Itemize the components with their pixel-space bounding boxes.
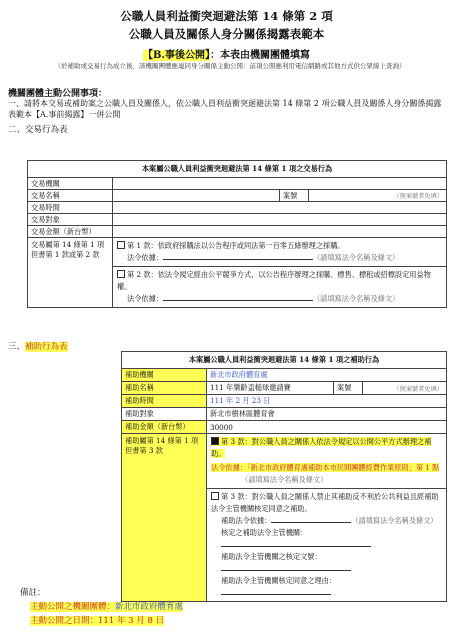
remark-date-value: 111 年 3 月 8 日 [98, 616, 165, 626]
value-target[interactable] [113, 214, 447, 226]
b-authority-label: 核定之補助法令主管機關： [221, 528, 308, 537]
opt3-law-value: 「新北市政府體育處補助本市民間團體經費作業原則」第 1 點 [246, 463, 440, 472]
opt2-text: 第 2 款：依法令規定經由公平競爭方式，以公告程序辦理之採購、標售、標租或招標設定用益物權。 [117, 270, 431, 291]
value-sub-agency[interactable]: 新北市政府體育處 [207, 369, 447, 382]
subsidy-table [121, 351, 447, 602]
b-law-label: 補助法令依據： [221, 516, 272, 525]
label-amount: 交易金額（新台幣） [28, 226, 113, 238]
subsidy-caption: 本案屬公職人員利益衝突迴避法第 14 條第 1 項之補助行為 [122, 352, 447, 369]
b-doc-label: 補助法令主管機關之核定文號： [221, 552, 322, 561]
opt3-law-hint: （請填寫法令名稱及條文） [241, 475, 328, 484]
label-sub-exception: 補助屬第 14 條第 1 項但書第 3 款 [122, 434, 207, 602]
value-name[interactable] [113, 190, 280, 202]
label-sub-case-no: 案號 [334, 382, 363, 395]
opt3-law-label: 法令依據： [211, 463, 247, 472]
label-sub-target: 補助對象 [122, 408, 207, 421]
opt3b-text: 第 3 款：對公職人員之關係人禁止其補助反不利於公共利益且經補助法令主管機關核定同意之補助。 [211, 492, 439, 513]
opt3-text: 第 3 款：對公職人員之關係人依法令規定以公開公平方式辦理之補助。 [211, 437, 432, 458]
sub-exception-options [207, 434, 447, 602]
remarks-label: 備註： [20, 588, 46, 598]
note: （於補助或交易行為成立後，該機關團體應連同身分關係主動公開：前項公開應利用電信網路或其他方式供公眾線上查詢） [54, 62, 406, 70]
label-name: 交易名稱 [28, 190, 113, 202]
title-line-1: 公職人員利益衝突迴避法第 14 條第 2 項 [120, 9, 333, 23]
sub-case-no-hint[interactable]: （無案號者免填） [363, 382, 447, 395]
transaction-table [27, 160, 447, 308]
label-sub-amount: 補助金額（新台幣） [122, 421, 207, 434]
heading: 機關團體主動公開事項： [8, 89, 108, 99]
case-no-hint[interactable]: （無案號者免填） [309, 190, 447, 202]
value-amount[interactable] [113, 226, 447, 238]
subtitle-rest: ：本表由機關團體填寫 [209, 50, 310, 61]
label-sub-name: 補助名稱 [122, 382, 207, 395]
value-sub-target[interactable]: 新北市樹林區體育會 [207, 408, 447, 421]
subtitle-tag: 【B.事後公開】 [143, 50, 210, 61]
transaction-caption: 本案屬公職人員利益衝突迴避法第 14 條第 1 項之交易行為 [28, 161, 447, 178]
section-3-title: 三、補助行為表 [8, 342, 68, 352]
checkbox-opt1[interactable] [117, 241, 125, 249]
opt2-law-label: 法令依據： [127, 294, 163, 303]
checkbox-opt3-checked[interactable] [211, 437, 219, 445]
section-3-label: 補助行為表 [25, 342, 68, 352]
label-case-no: 案號 [280, 190, 309, 202]
value-agency[interactable] [113, 178, 447, 190]
checkbox-opt2[interactable] [117, 270, 125, 278]
value-time[interactable] [113, 202, 447, 214]
opt2-law-hint: （請填寫法令名稱及條文） [312, 294, 400, 303]
label-target: 交易對象 [28, 214, 113, 226]
subtitle [0, 46, 453, 61]
value-sub-name[interactable]: 111 年樂齡盃槌球邀請賽 [207, 382, 334, 395]
opt1-law-hint: （請填寫法令名稱及條文） [312, 253, 400, 262]
remark-date: 主動公開之日期：111 年 3 月 8 日 [30, 616, 165, 626]
title-line-2: 公職人員及關係人身分關係揭露表範本 [128, 27, 325, 41]
label-agency: 交易機關 [28, 178, 113, 190]
remark-agency-value: 新北市政府體育處 [115, 602, 184, 612]
label-time: 交易時間 [28, 202, 113, 214]
section-2-title: 二、交易行為表 [8, 125, 68, 135]
label-exception: 交易屬第 14 條第 1 項但書第 1 款或第 2 款 [28, 238, 113, 308]
checkbox-opt3b[interactable] [211, 492, 219, 500]
label-sub-time: 補助時間 [122, 395, 207, 408]
value-sub-time[interactable]: 111 年 2 月 23 日 [207, 395, 447, 408]
b-law-hint: （請填寫法令名稱及條文） [351, 516, 438, 525]
exception-options [113, 238, 447, 308]
label-sub-agency: 補助機關 [122, 369, 207, 382]
b-reason-label: 補助法令主管機關核定同意之理由： [221, 576, 337, 585]
remark-agency: 主動公開之機關團體：新北市政府體育處 [30, 602, 184, 612]
item-1: 一、請將本交易或補助案之公職人員及關係人，依公職人員利益衝突迴避法第 14 條第 2 項公職人員及關係人身分關係揭露表範本【A.事前揭露】一併公開 [8, 99, 442, 119]
opt1-law-label: 法令依據： [127, 253, 163, 262]
opt1-text: 第 1 款：依政府採購法以公告程序或同法第一百零五條辦理之採購。 [127, 241, 345, 250]
value-sub-amount[interactable]: 30000 [207, 421, 447, 434]
